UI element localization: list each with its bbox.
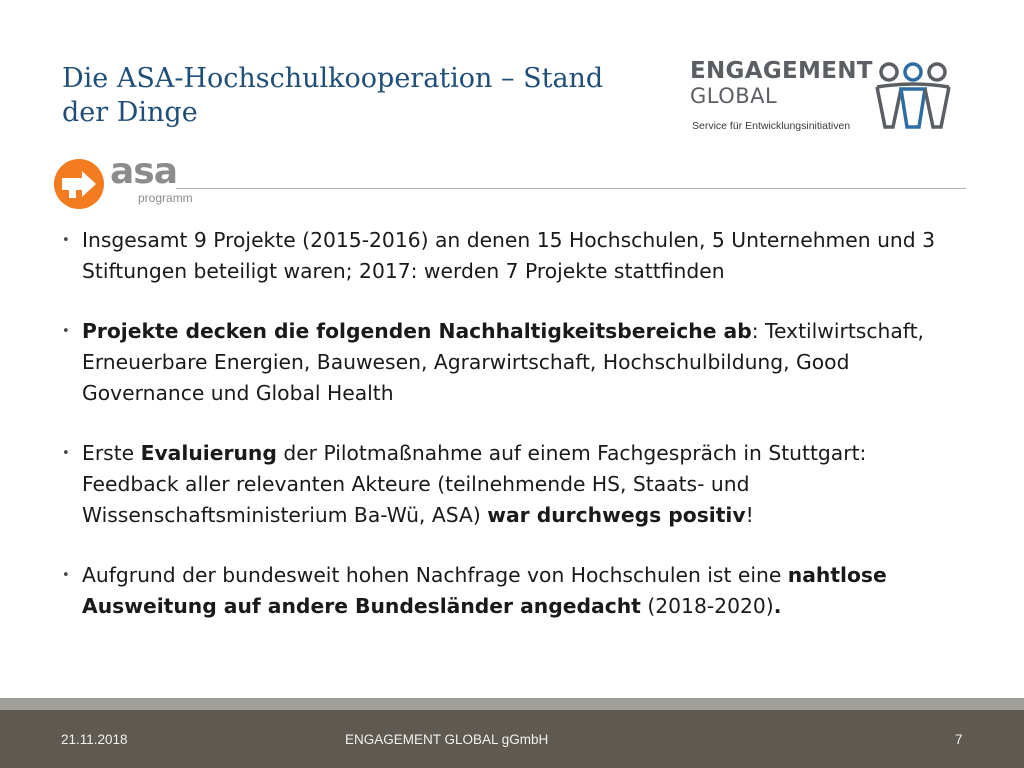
bullet-item <box>62 560 962 622</box>
asa-subword: programm <box>138 191 193 205</box>
bullet-list <box>62 225 962 651</box>
asa-wordmark: asa <box>110 151 178 192</box>
slide-title: Die ASA-Hochschulkooperation – Stand der Dinge <box>62 63 604 128</box>
footer-date: 21.11.2018 <box>61 732 128 747</box>
bullet-item <box>62 438 962 531</box>
footer-page-number: 7 <box>955 732 963 747</box>
logo-wordmark-line1: ENGAGEMENT <box>690 58 873 84</box>
asa-circle-icon <box>54 159 104 209</box>
engagement-global-logo <box>690 58 970 138</box>
bullet-text-bold: . <box>773 594 782 618</box>
bullet-marker: • <box>62 446 70 461</box>
people-group-icon <box>873 61 953 133</box>
bullet-text: Insgesamt 9 Projekte (2015-2016) an denen 15 Hochschulen, 5 Unternehmen und 3 Stiftungen beteiligt waren; 2017: werden 7 Projekte stattfinden <box>82 228 936 283</box>
asa-programm-logo <box>52 151 193 214</box>
bullet-text-bold: Projekte decken die folgenden Nachhaltigkeitsbereiche ab <box>82 319 752 343</box>
bullet-text-bold: Evaluierung <box>140 441 277 465</box>
bullet-item <box>62 225 962 287</box>
logo-tagline: Service für Entwicklungsinitiativen <box>692 120 851 132</box>
footer-organization: ENGAGEMENT GLOBAL gGmbH <box>345 732 549 747</box>
bullet-text: Erste <box>82 441 141 465</box>
bullet-text: der Pilotmaßnahme auf einem Fachgespräch in Stuttgart: Feedback aller relevanten Akteure (teilnehmende HS, Staats- und Wissenschaftsministerium Ba-Wü, ASA) <box>82 441 867 527</box>
footer <box>0 710 1024 768</box>
footer-accent-bar <box>0 698 1024 710</box>
bullet-text: (2018-2020) <box>640 594 774 618</box>
bullet-item <box>62 316 962 409</box>
bullet-marker: • <box>62 568 70 583</box>
bullet-marker: • <box>62 233 70 248</box>
bullet-marker: • <box>62 324 70 339</box>
bullet-text: Aufgrund der bundesweit hohen Nachfrage von Hochschulen ist eine <box>82 563 788 587</box>
bullet-text: : Textilwirtschaft, Erneuerbare Energien, Bauwesen, Agrarwirtschaft, Hochschulbildung, Good Governance und Global Health <box>82 319 924 405</box>
logo-wordmark-line2: GLOBAL <box>690 84 778 108</box>
bullet-text-bold: nahtlose Ausweitung auf andere Bundesländer angedacht <box>82 563 887 618</box>
header-divider <box>176 188 966 189</box>
bullet-text: ! <box>745 503 754 527</box>
bullet-text-bold: war durchwegs positiv <box>487 503 746 527</box>
